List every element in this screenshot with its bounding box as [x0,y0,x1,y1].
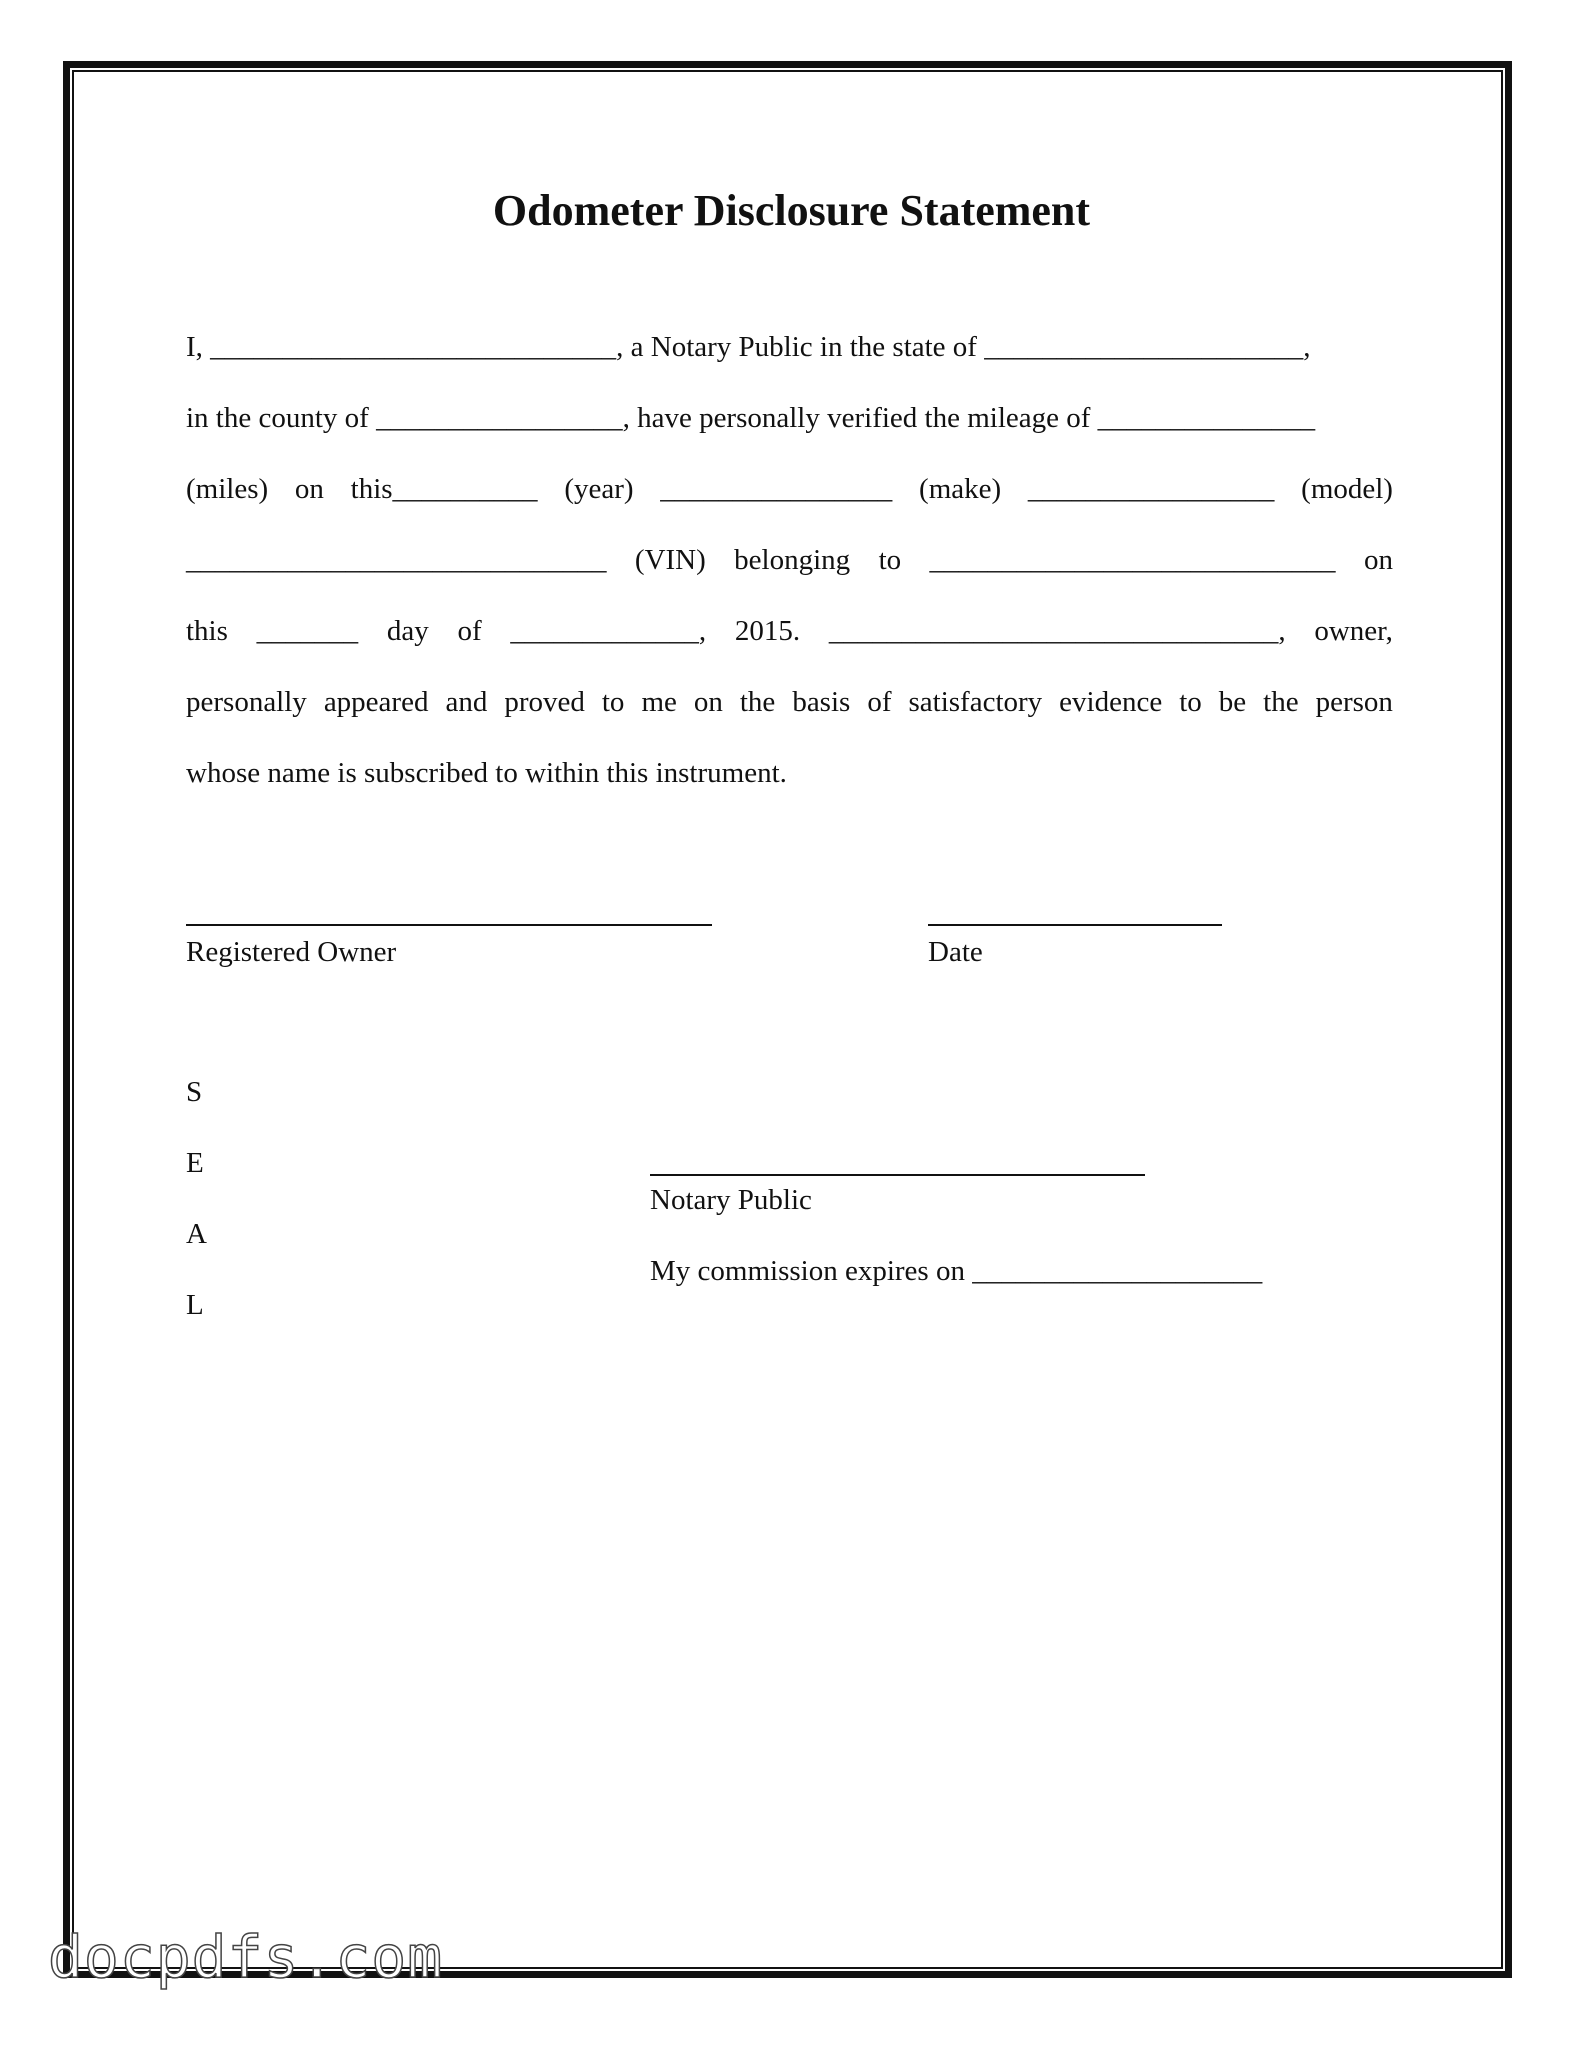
statement-word: (make) [919,473,1002,505]
statement-word: the [739,686,776,718]
owner-signature-line [186,924,712,926]
owner-field: _______________________________, [828,615,1286,647]
seal-letter: S [186,1076,203,1108]
seal-letter: L [186,1289,204,1321]
statement-word: to [878,544,902,576]
statement-word: personally [186,686,307,718]
statement-word: basis [792,686,851,718]
statement-word: proved [504,686,585,718]
seal-letter: A [186,1218,207,1250]
statement-word: of [457,615,482,647]
statement-line-4 [186,540,1393,580]
notary-public-label: Notary Public [650,1184,812,1216]
statement-word: to [601,686,625,718]
date-signature-line [928,924,1222,926]
notary-signature-line [650,1174,1145,1176]
statement-word: satisfactory [908,686,1043,718]
day-field: _______ [256,615,359,647]
model-field: _____________________________ [186,544,607,576]
statement-word: be [1218,686,1247,718]
document-title: Odometer Disclosure Statement [492,186,1091,235]
statement-text: whose name is subscribed to within this instrument. [186,757,787,789]
statement-text: in the county of _________________, have personally verified the mileage of _______________ [186,402,1316,434]
statement-word: belonging [734,544,851,576]
statement-line-1 [186,327,1393,367]
registered-owner-label: Registered Owner [186,936,397,968]
statement-word: me [641,686,677,718]
statement-word: on [294,473,324,505]
statement-word: evidence [1059,686,1163,718]
statement-line-3 [186,469,1393,509]
year-field: ________________ [660,473,893,505]
statement-word: person [1315,686,1393,718]
site-watermark: docpdfs.com [48,1923,444,1991]
month-field: _____________, [510,615,707,647]
owner-name-field: ____________________________ [929,544,1336,576]
miles-field: this__________ [350,473,538,505]
statement-word: (model) [1301,473,1393,505]
statement-word: of [867,686,892,718]
statement-word: (miles) [186,473,269,505]
statement-line-6 [186,682,1393,722]
statement-word: and [445,686,488,718]
statement-word: on [1363,544,1393,576]
statement-word: on [693,686,723,718]
statement-line-7 [186,753,1393,793]
statement-line-5 [186,611,1393,651]
seal-letter: E [186,1147,204,1179]
statement-word: to [1179,686,1202,718]
make-field: _________________ [1027,473,1275,505]
commission-expires-label: My commission expires on ____________________ [650,1255,1263,1287]
statement-word: (year) [564,473,634,505]
statement-word: this [186,615,228,647]
statement-word: owner, [1314,615,1393,647]
statement-text: I, ____________________________, a Notary Public in the state of ______________________, [186,331,1311,363]
statement-word: day [386,615,429,647]
statement-word: (VIN) [634,544,706,576]
year-text: 2015. [734,615,801,647]
statement-line-2 [186,398,1393,438]
statement-word: the [1263,686,1299,718]
date-label: Date [928,936,983,968]
statement-word: appeared [323,686,429,718]
